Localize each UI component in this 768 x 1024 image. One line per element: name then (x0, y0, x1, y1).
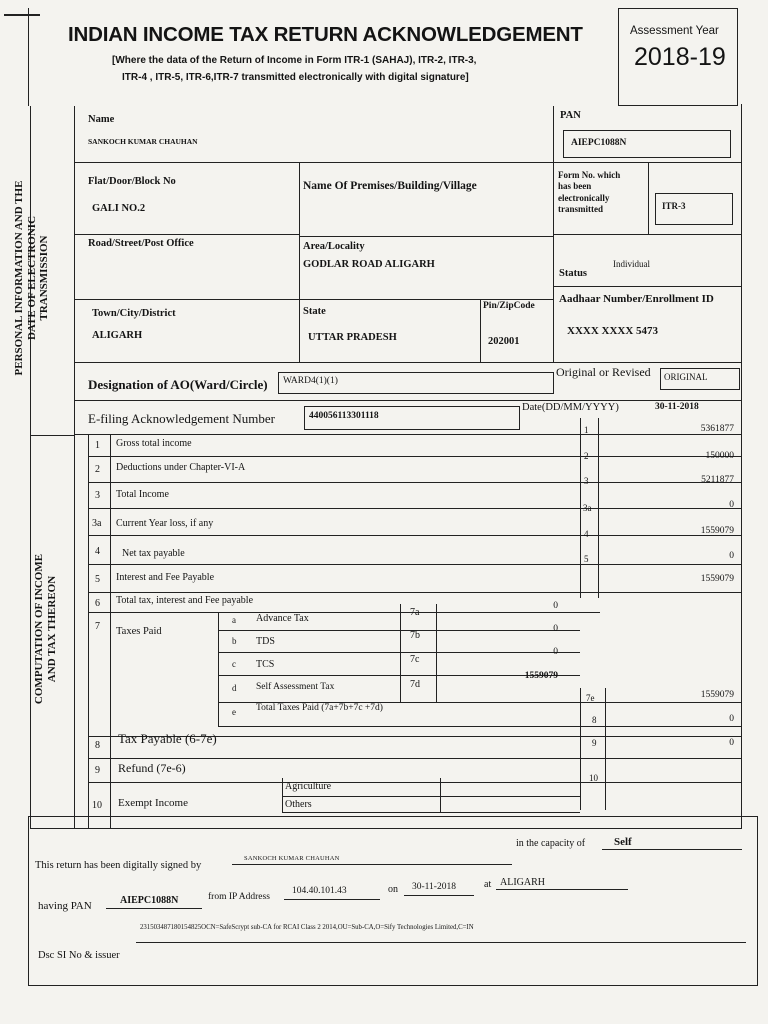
sub-code: 7a (410, 607, 420, 618)
divider (88, 612, 600, 613)
taxes-paid-label: Taxes Paid (116, 626, 162, 637)
divider (282, 778, 283, 812)
row-value: 5361877 (700, 424, 734, 434)
divider (106, 908, 202, 909)
total-taxes-label: Total Taxes Paid (7a+7b+7c +7d) (256, 703, 383, 713)
row-no: 8 (95, 740, 100, 751)
row-no: 4 (95, 546, 100, 557)
row-code: 1 (584, 425, 589, 435)
divider (440, 778, 441, 812)
ao-label: Designation of AO(Ward/Circle) (88, 377, 268, 392)
row9-value: 0 (729, 738, 734, 748)
divider (436, 604, 437, 702)
divider (88, 592, 742, 593)
divider (74, 299, 553, 300)
row-no: 1 (95, 440, 100, 451)
assessment-year-value: 2018-19 (634, 43, 726, 71)
sub-letter: c (232, 659, 236, 669)
divider (88, 434, 89, 828)
row9-code: 9 (592, 738, 597, 748)
divider (110, 434, 111, 828)
town-value: ALIGARH (92, 330, 143, 341)
status-label: Status (559, 268, 588, 279)
divider (602, 849, 742, 850)
form-subtitle-line1: [Where the data of the Return of Income in Form ITR-1 (SAHAJ), ITR-2, ITR-3, (112, 55, 477, 66)
name-value: SANKOCH KUMAR CHAUHAN (88, 137, 198, 146)
signed-by: SANKOCH KUMAR CHAUHAN (244, 855, 340, 862)
pan-value: AIEPC1088N (571, 138, 627, 148)
divider (496, 889, 628, 890)
dsc-label: Dsc SI No & issuer (38, 950, 120, 961)
capacity-text: in the capacity of (516, 838, 586, 849)
original-label: Original or Revised (556, 365, 651, 379)
having-pan-text: having PAN (38, 900, 92, 912)
computation-section-label: COMPUTATION OF INCOME AND TAX THEREON (33, 553, 58, 705)
divider (232, 864, 512, 865)
frame-inner-left (74, 106, 75, 828)
row8-label: Tax Payable (6-7e) (118, 731, 217, 746)
divider (580, 688, 581, 810)
total-taxes-value: 1559079 (700, 690, 734, 700)
row-no: 2 (95, 464, 100, 475)
others-label: Others (285, 799, 312, 810)
aadhaar-label: Aadhaar Number/Enrollment ID (559, 293, 714, 305)
sub-label: Self Assessment Tax (256, 682, 335, 692)
row-value: 1559079 (700, 526, 734, 536)
place-value: ALIGARH (500, 877, 545, 888)
dsc-value: 231503487180154825OCN=SafeScrypt sub-CA for RCAI Class 2 2014,OU=Sub-CA,O=Sify Technologies Limited,C=IN (140, 924, 474, 931)
state-label: State (303, 306, 326, 317)
state-value: UTTAR PRADESH (308, 332, 397, 343)
row-label: Interest and Fee Payable (116, 572, 215, 583)
row-label: Current Year loss, if any (116, 518, 214, 529)
row10-code: 10 (589, 773, 598, 783)
sub-label: TCS (256, 659, 275, 670)
divider (218, 726, 742, 727)
frame-right (741, 104, 742, 828)
form-no-value: ITR-3 (662, 201, 686, 211)
ao-value: WARD4(1)(1) (283, 376, 338, 386)
sub-letter: a (232, 615, 236, 625)
row-no: 9 (95, 765, 100, 776)
row-code: 5 (584, 554, 589, 564)
personal-section-label: PERSONAL INFORMATION AND THE DATE OF ELECTRONIC TRANSMISSION (13, 180, 51, 376)
sub-code: 7c (410, 654, 420, 665)
premises-label: Name Of Premises/Building/Village (303, 180, 477, 192)
row-label: Deductions under Chapter-VI-A (116, 462, 246, 473)
flat-value: GALI NO.2 (92, 203, 146, 214)
row-code: 4 (584, 529, 589, 539)
divider (282, 812, 580, 813)
divider (553, 286, 742, 287)
divider (282, 796, 580, 797)
aadhaar-value: XXXX XXXX 5473 (567, 325, 659, 337)
area-value: GODLAR ROAD ALIGARH (303, 259, 435, 270)
pin-value: 202001 (488, 336, 520, 347)
date-value: 30-11-2018 (655, 402, 699, 412)
sub-code: 7d (410, 679, 420, 690)
row9-label: Refund (7e-6) (118, 761, 186, 775)
divider (74, 162, 742, 163)
row-no: 3 (95, 490, 100, 501)
sub-label: TDS (256, 636, 275, 647)
row8-value: 0 (729, 714, 734, 724)
capacity-value: Self (614, 836, 632, 848)
row-label: Total tax, interest and Fee payable (116, 595, 254, 606)
signed-text: This return has been digitally signed by (35, 860, 202, 871)
row-no: 7 (95, 621, 100, 632)
row-no: 10 (92, 800, 102, 811)
row-no: 6 (95, 598, 100, 609)
form-subtitle-line2: ITR-4 , ITR-5, ITR-6,ITR-7 transmitted electronically with digital signature] (122, 72, 469, 83)
sub-label: Advance Tax (256, 613, 309, 624)
divider (88, 564, 742, 565)
efiling-label: E-filing Acknowledgement Number (88, 411, 276, 426)
row-no: 5 (95, 574, 100, 585)
row-value: 0 (729, 500, 734, 510)
divider (88, 782, 742, 783)
divider (74, 362, 742, 363)
divider (553, 234, 742, 235)
row-value: 1559079 (700, 574, 734, 584)
divider (648, 162, 649, 234)
area-label: Area/Locality (303, 241, 365, 252)
row-code: 3a (583, 503, 592, 513)
signature-pan: AIEPC1088N (120, 895, 179, 906)
ip-text: from IP Address (208, 892, 270, 902)
date-label: Date(DD/MM/YYYY) (522, 402, 619, 413)
town-label: Town/City/District (92, 308, 176, 319)
row8-code: 8 (592, 715, 597, 725)
row-label: Gross total income (116, 438, 192, 449)
form-title: INDIAN INCOME TAX RETURN ACKNOWLEDGEMENT (68, 23, 583, 46)
pan-label: PAN (560, 110, 581, 121)
ip-value: 104.40.101.43 (292, 886, 347, 896)
pin-label: Pin/ZipCode (483, 301, 535, 311)
divider (136, 942, 746, 943)
divider (605, 688, 606, 810)
original-value: ORIGINAL (664, 372, 708, 382)
divider (74, 400, 742, 401)
form-no-label: Form No. which has been electronically transmitted (558, 170, 621, 214)
status-value: Individual (613, 259, 650, 269)
divider (88, 758, 742, 759)
row-label: Net tax payable (122, 548, 185, 559)
sub-value: 0 (553, 601, 558, 611)
sub-value: 1559079 (524, 671, 558, 681)
sub-letter: d (232, 683, 237, 693)
date-signed: 30-11-2018 (412, 882, 456, 892)
row-value: 150000 (705, 451, 734, 461)
row-no: 3a (92, 518, 102, 529)
row-code: 3 (584, 476, 589, 486)
divider (480, 299, 481, 362)
row-value: 5211877 (701, 475, 734, 485)
assessment-year-label: Assessment Year (630, 25, 719, 37)
divider (299, 162, 300, 362)
row10-label: Exempt Income (118, 797, 188, 809)
agriculture-label: Agriculture (285, 781, 332, 792)
name-label: Name (88, 114, 115, 125)
at-text: at (484, 879, 492, 890)
divider (404, 895, 474, 896)
divider (74, 234, 299, 235)
row-value: 0 (729, 551, 734, 561)
sub-letter: b (232, 636, 237, 646)
row-label: Total Income (116, 489, 169, 500)
divider (400, 604, 401, 702)
sub-value: 0 (553, 647, 558, 657)
frame-mid-rule (30, 435, 74, 436)
on-text: on (388, 884, 398, 895)
divider (284, 899, 380, 900)
divider (299, 236, 553, 237)
total-taxes-code: 7e (586, 693, 595, 703)
flat-label: Flat/Door/Block No (88, 176, 176, 187)
sub-code: 7b (410, 630, 420, 641)
sub-letter: e (232, 707, 236, 717)
row-code: 2 (584, 451, 589, 461)
road-label: Road/Street/Post Office (88, 238, 194, 249)
efiling-value: 440056113301118 (309, 411, 379, 421)
sub-value: 0 (553, 624, 558, 634)
